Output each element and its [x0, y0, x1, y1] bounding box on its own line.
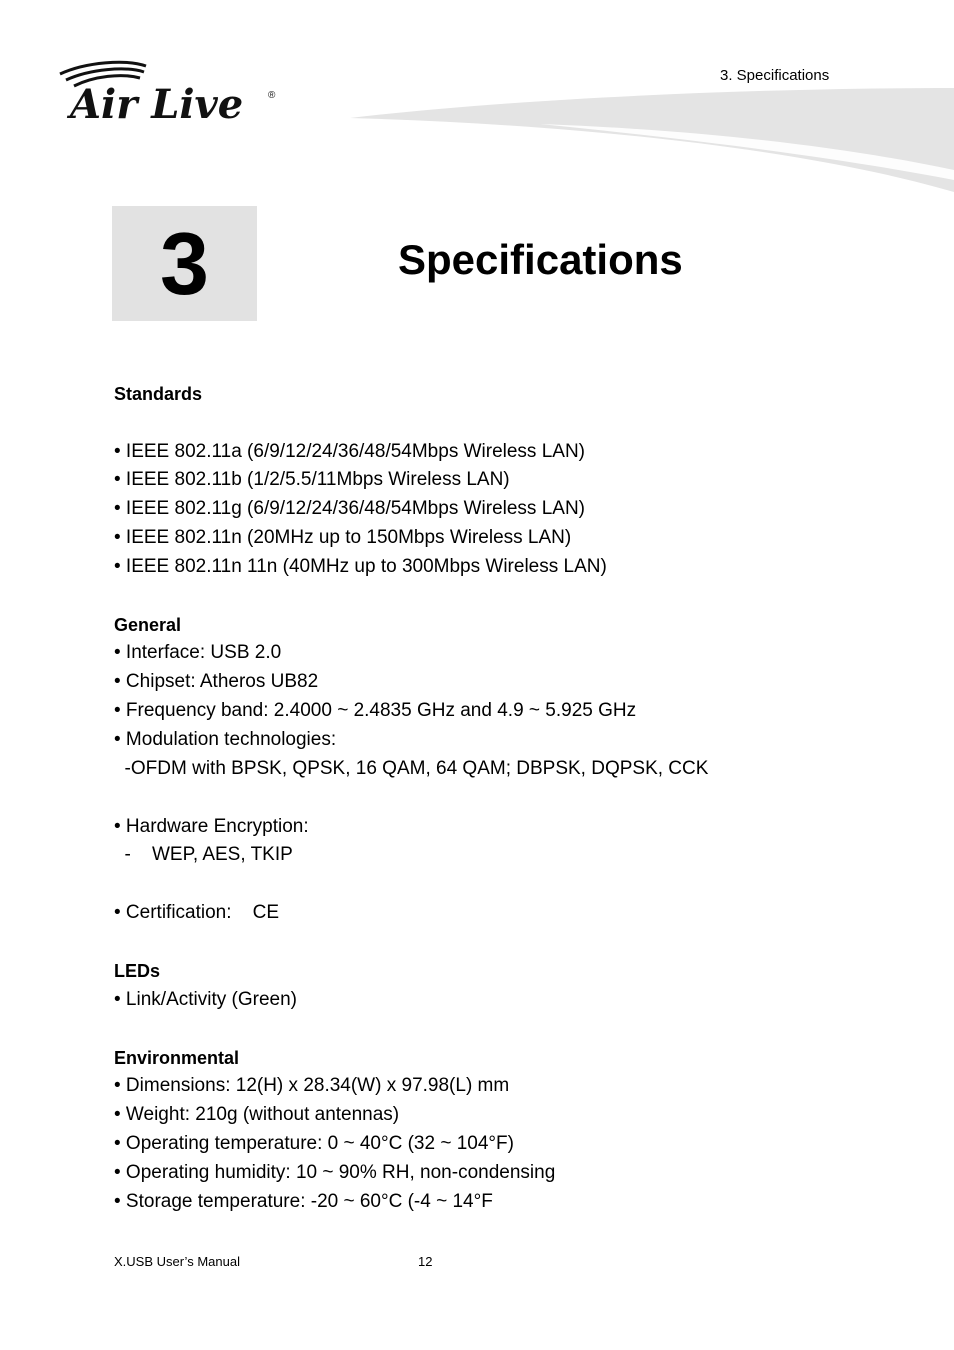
airlive-logo [56, 60, 286, 130]
chapter-number: 3 [160, 213, 209, 313]
list-item: • IEEE 802.11g (6/9/12/24/36/48/54Mbps Wireless LAN) [114, 498, 586, 519]
standards-heading: Standards [114, 384, 203, 404]
leds-heading: LEDs [114, 961, 161, 981]
list-item: • Operating temperature: 0 ~ 40°C (32 ~ 104°F) [114, 1133, 514, 1154]
footer-page-number: 12 [418, 1254, 433, 1269]
list-item: • Frequency band: 2.4000 ~ 2.4835 GHz and 4.9 ~ 5.925 GHz [114, 700, 637, 721]
list-item: • Storage temperature: -20 ~ 60°C (-4 ~ 14°F [114, 1191, 493, 1212]
certification-item: • Certification: CE [114, 902, 280, 923]
list-item: • IEEE 802.11n 11n (40MHz up to 300Mbps Wireless LAN) [114, 556, 607, 577]
list-item: • Link/Activity (Green) [114, 989, 297, 1010]
logo-wordmark: Air Live [70, 81, 244, 128]
list-item: • Chipset: Atheros UB82 [114, 671, 319, 692]
list-item: • Dimensions: 12(H) x 28.34(W) x 97.98(L) mm [114, 1075, 510, 1096]
registered-mark: ® [268, 90, 276, 101]
encryption-value: - WEP, AES, TKIP [114, 844, 293, 865]
list-item: • IEEE 802.11a (6/9/12/24/36/48/54Mbps Wireless LAN) [114, 441, 586, 462]
list-item: • Interface: USB 2.0 [114, 642, 282, 663]
list-item: • Modulation technologies: [114, 729, 337, 750]
list-item: • Weight: 210g (without antennas) [114, 1104, 400, 1125]
environmental-heading: Environmental [114, 1048, 240, 1068]
list-item: • Operating humidity: 10 ~ 90% RH, non-condensing [114, 1162, 556, 1183]
encryption-label: • Hardware Encryption: [114, 816, 309, 837]
airlive-logo-graphic [56, 60, 286, 130]
running-header: 3. Specifications [720, 67, 830, 84]
list-item: • IEEE 802.11b (1/2/5.5/11Mbps Wireless LAN) [114, 469, 510, 490]
list-item: • IEEE 802.11n (20MHz up to 150Mbps Wireless LAN) [114, 527, 572, 548]
general-heading: General [114, 615, 182, 635]
list-item: -OFDM with BPSK, QPSK, 16 QAM, 64 QAM; DBPSK, DQPSK, CCK [114, 758, 709, 779]
footer-manual-name: X.USB User’s Manual [114, 1254, 240, 1269]
chapter-number-box [112, 206, 257, 321]
header-swoosh [340, 80, 954, 200]
chapter-title: Specifications [398, 236, 683, 283]
